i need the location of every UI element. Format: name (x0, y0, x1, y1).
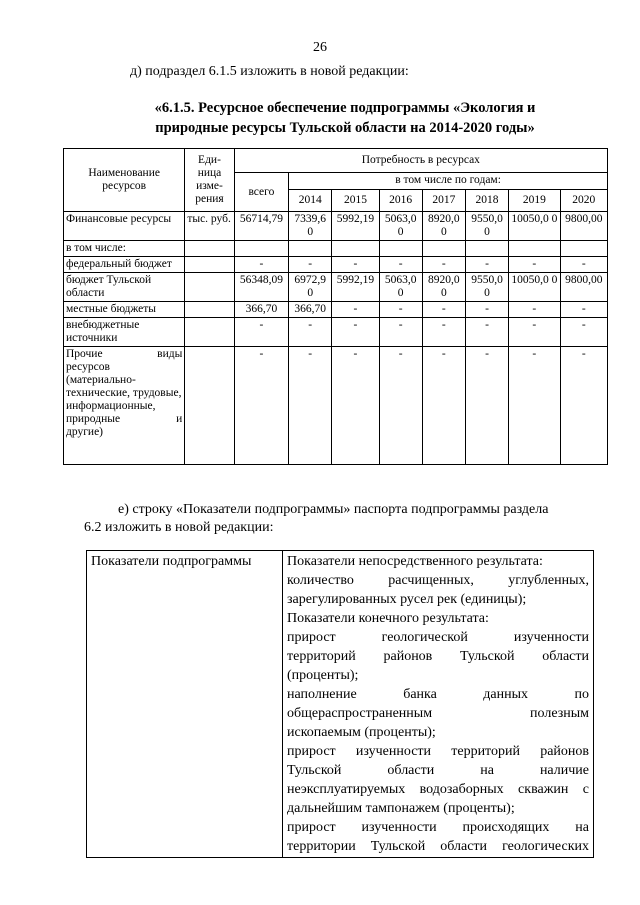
name-part: ресурсов (материально-технические, трудовые, информационные, (66, 361, 182, 412)
row-value: - (332, 257, 379, 273)
row-unit (185, 273, 234, 302)
row-value (289, 241, 332, 257)
paragraph-e-line1: е) строку «Показатели подпрограммы» паспорта подпрограммы раздела (118, 502, 549, 517)
header-total: всего (234, 173, 288, 212)
row-value: 366,70 (289, 302, 332, 318)
heading-line-2: природные ресурсы Тульской области на 2014-2020 годы» (155, 120, 535, 136)
header-year: 2020 (560, 190, 607, 212)
text-line: территорий районов Тульской области (287, 649, 589, 664)
row-value: 9800,00 (560, 212, 607, 241)
row-value: - (560, 302, 607, 318)
resource-table (63, 148, 608, 465)
row-unit (185, 302, 234, 318)
row-name: в том числе: (64, 241, 185, 257)
paragraph-e-line2: 6.2 изложить в новой редакции: (84, 520, 274, 535)
row-value: - (560, 318, 607, 347)
text-line: прирост изученности происходящих на (287, 820, 589, 835)
row-value: 10050,0 0 (509, 273, 560, 302)
row-name: федеральный бюджет (64, 257, 185, 273)
name-part: природные (66, 413, 121, 425)
row-value (509, 241, 560, 257)
row-value: - (422, 257, 465, 273)
row-total: 56714,79 (234, 212, 288, 241)
text-line: прирост геологической изученности (287, 630, 589, 645)
table-row (64, 241, 608, 257)
row-value: 9800,00 (560, 273, 607, 302)
text-line: общераспространенным полезным (287, 706, 589, 721)
row-value: 5063,0 0 (379, 273, 422, 302)
table-row (64, 347, 608, 465)
section-heading (90, 98, 600, 138)
intro-paragraph: д) подраздел 6.1.5 изложить в новой редакции: (130, 64, 409, 79)
row-unit (185, 241, 234, 257)
table-row (64, 257, 608, 273)
text-line: Тульской области на наличие (287, 763, 589, 778)
text-line: наполнение банка данных по (287, 687, 589, 702)
row-value: 5992,19 (332, 212, 379, 241)
row-value: - (379, 302, 422, 318)
header-year: 2014 (289, 190, 332, 212)
row-value (422, 241, 465, 257)
text-line: неэксплуатируемых водозаборных скважин с (287, 782, 589, 797)
row-name: внебюджетные источники (64, 318, 185, 347)
row-name: местные бюджеты (64, 302, 185, 318)
row-value: - (465, 257, 508, 273)
row-total: - (234, 318, 288, 347)
row-unit (185, 257, 234, 273)
row-value: - (560, 257, 607, 273)
row-value: - (289, 257, 332, 273)
heading-line-1: «6.1.5. Ресурсное обеспечение подпрограммы «Экология и (154, 100, 536, 116)
row-unit (185, 318, 234, 347)
row-value: - (379, 347, 422, 465)
row-value: - (422, 302, 465, 318)
row-total: - (234, 347, 288, 465)
row-value: - (509, 318, 560, 347)
text-line: количество расчищенных, углубленных, (287, 573, 589, 588)
row-value: - (509, 302, 560, 318)
row-value: - (509, 347, 560, 465)
row-value: 10050,0 0 (509, 212, 560, 241)
text-line: (проценты); (287, 668, 359, 683)
text-line: прирост изученности территорий районов (287, 744, 589, 759)
row-value: - (332, 318, 379, 347)
row-value: - (422, 318, 465, 347)
text-line: Показатели конечного результата: (287, 611, 489, 626)
row-value: 9550,0 0 (465, 212, 508, 241)
text-line: территории Тульской области геологических (287, 839, 589, 854)
table-row (64, 273, 608, 302)
row-total: 366,70 (234, 302, 288, 318)
header-year: 2019 (509, 190, 560, 212)
row-name: бюджет Тульской области (64, 273, 185, 302)
row-value: - (465, 318, 508, 347)
row-value: - (289, 318, 332, 347)
row-value: - (289, 347, 332, 465)
row-value: 9550,0 0 (465, 273, 508, 302)
indicators-table (86, 550, 594, 858)
row-value: - (560, 347, 607, 465)
row-unit: тыс. руб. (185, 212, 234, 241)
header-year: 2018 (465, 190, 508, 212)
row-value: 8920,0 0 (422, 273, 465, 302)
text-line: ископаемым (проценты); (287, 725, 436, 740)
row-value: - (465, 302, 508, 318)
header-year: 2015 (332, 190, 379, 212)
indicators-label: Показатели подпрограммы (87, 551, 283, 858)
header-resource-name: Наименование ресурсов (64, 149, 185, 212)
row-name: Финансовые ресурсы (64, 212, 185, 241)
row-value: - (422, 347, 465, 465)
row-value: 7339,6 0 (289, 212, 332, 241)
row-unit (185, 347, 234, 465)
text-line: Показатели непосредственного результата: (287, 554, 543, 569)
table-row (64, 302, 608, 318)
row-total: 56348,09 (234, 273, 288, 302)
row-value: - (332, 347, 379, 465)
header-unit: Еди-ница изме-рения (185, 149, 234, 212)
name-part: Прочие (66, 348, 103, 360)
name-part: виды (157, 348, 183, 360)
row-name (64, 347, 185, 465)
row-value: - (332, 302, 379, 318)
row-value: 5992,19 (332, 273, 379, 302)
name-part: другие) (66, 426, 104, 438)
table-row (64, 212, 608, 241)
row-value (332, 241, 379, 257)
header-years-caption: в том числе по годам: (289, 173, 608, 190)
row-total (234, 241, 288, 257)
header-need: Потребность в ресурсах (234, 149, 607, 173)
row-value (560, 241, 607, 257)
indicators-content (283, 551, 594, 858)
row-value: 8920,0 0 (422, 212, 465, 241)
row-value: - (379, 257, 422, 273)
row-value (379, 241, 422, 257)
row-value: - (379, 318, 422, 347)
row-value: - (509, 257, 560, 273)
page-number: 26 (313, 40, 327, 55)
row-total: - (234, 257, 288, 273)
row-value: 5063,0 0 (379, 212, 422, 241)
row-value (465, 241, 508, 257)
name-part: и (176, 413, 183, 425)
text-line: зарегулированных русел рек (единицы); (287, 592, 527, 607)
header-year: 2017 (422, 190, 465, 212)
row-value: - (465, 347, 508, 465)
header-year: 2016 (379, 190, 422, 212)
table-row (64, 318, 608, 347)
row-value: 6972,9 0 (289, 273, 332, 302)
text-line: дальнейшим тампонажем (проценты); (287, 801, 515, 816)
